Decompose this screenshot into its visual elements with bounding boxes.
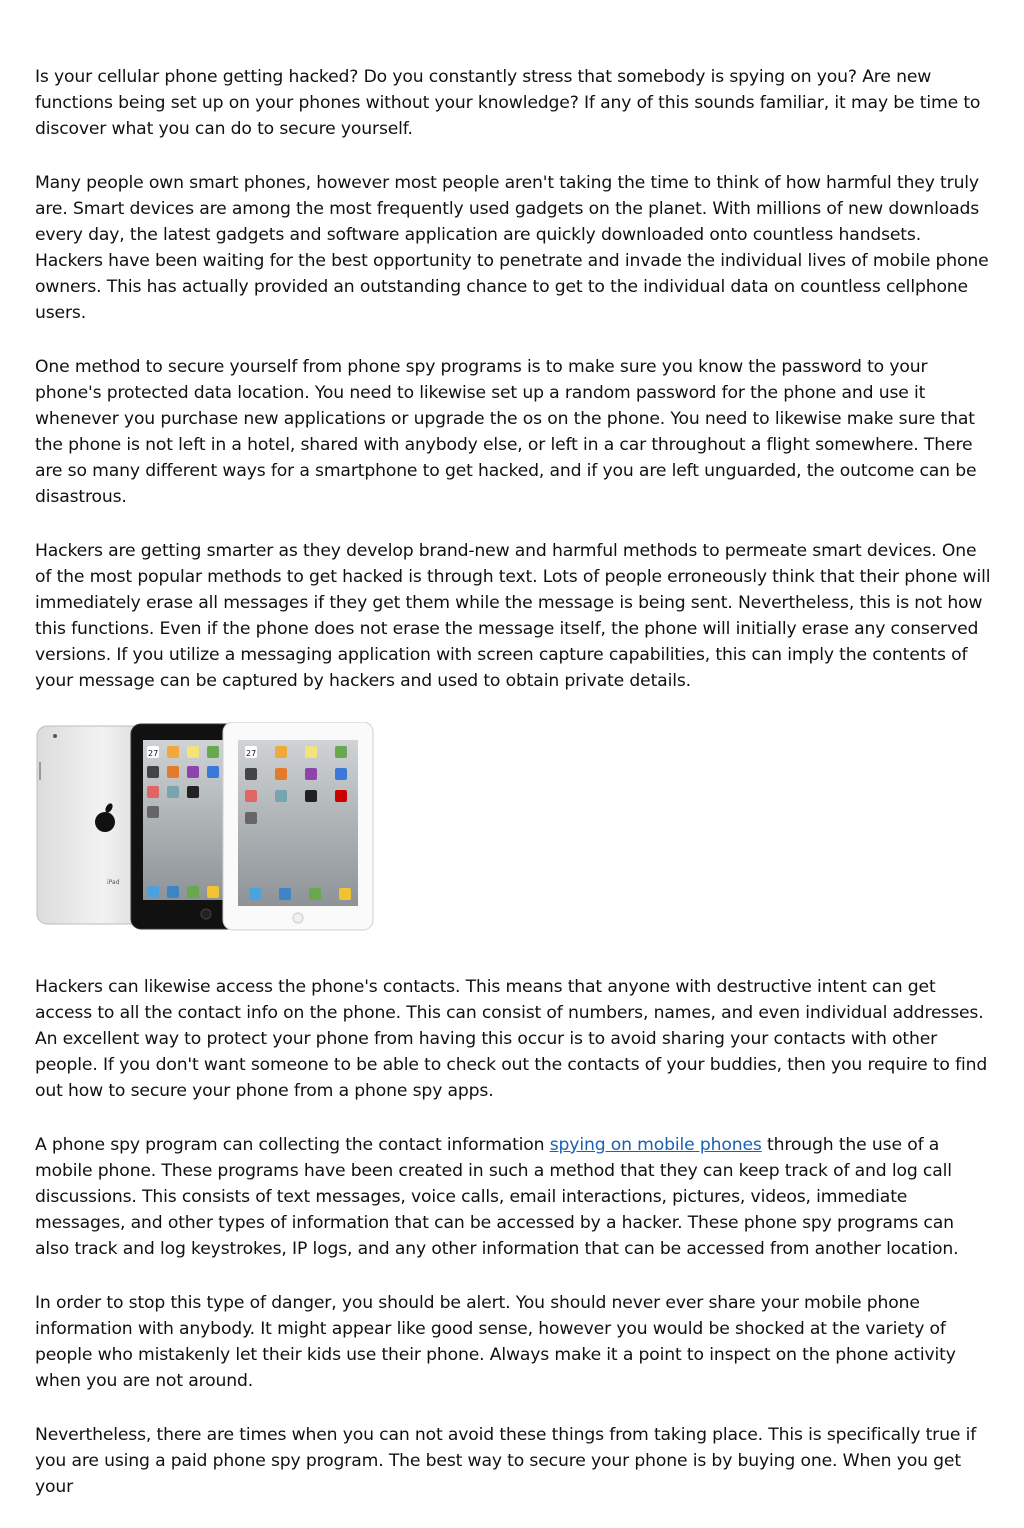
paragraph-5: Hackers can likewise access the phone's contacts. This means that anyone with destructive intent can get access to all the contact info on the phone. This can consist of numbers, names, and even individual addresses. An excellent way to protect your phone from having this occur is to avoid sharing your contacts with other people. If you don't want someone to be able to check out the contacts of your buddies, then you require to find out how to secure your phone from a phone spy apps. [35, 977, 988, 1101]
link-paragraph-before: A phone spy program can collecting the contact information [35, 1135, 550, 1155]
paragraph-6 [35, 1132, 991, 1262]
ipad-illustration [35, 722, 375, 934]
paragraph-2: Many people own smart phones, however most people aren't taking the time to think of how harmful they truly are. Smart devices are among the most frequently used gadgets on the planet. With millions of new downloads every day, the latest gadgets and software application are quickly downloaded onto countless handsets. Hackers have been waiting for the best opportunity to penetrate and invade the individual lives of mobile phone owners. This has actually provided an outstanding chance to get to the individual data on countless cellphone users. [35, 173, 989, 323]
svg-text:27: 27 [246, 749, 257, 758]
paragraph-7: In order to stop this type of danger, you should be alert. You should never ever share your mobile phone information with anybody. It might appear like good sense, however you would be shocked at the variety of people who mistakenly let their kids use their phone. Always make it a point to inspect on the phone activity when you are not around. [35, 1293, 956, 1391]
article-body [35, 64, 991, 1528]
link-paragraph-after: through the use of a mobile phone. These programs have been created in such a method that they can keep track of and log call discussions. This consists of text messages, voice calls, email interactions, pictures, videos, immediate messages, and other types of information that can be accessed by a hacker. These phone spy programs can also track and log keystrokes, IP logs, and any other information that can be accessed from another location. [35, 1135, 959, 1259]
paragraph-8: Nevertheless, there are times when you can not avoid these things from taking place. This is specifically true if you are using a paid phone spy program. The best way to secure your phone is by buying one. When you get your [35, 1425, 977, 1497]
paragraph-1: Is your cellular phone getting hacked? Do you constantly stress that somebody is spying on you? Are new functions being set up on your phones without your knowledge? If any of this sounds familiar, it may be time to discover what you can do to secure yourself. [35, 67, 981, 139]
device-label: iPad [107, 879, 120, 886]
paragraph-4: Hackers are getting smarter as they develop brand-new and harmful methods to permeate smart devices. One of the most popular methods to get hacked is through text. Lots of people erroneously think that their phone will immediately erase all messages if they get them while the message is being sent. Nevertheless, this is not how this functions. Even if the phone does not erase the message itself, the phone will initially erase any conserved versions. If you utilize a messaging application with screen capture capabilities, this can imply the contents of your message can be captured by hackers and used to obtain private details. [35, 541, 991, 691]
spying-on-mobile-phones-link[interactable]: spying on mobile phones [549, 1135, 762, 1155]
paragraph-3: One method to secure yourself from phone spy programs is to make sure you know the password to your phone's protected data location. You need to likewise set up a random password for the phone and use it whenever you purchase new applications or upgrade the os on the phone. You need to likewise make sure that the phone is not left in a hotel, shared with anybody else, or left in a car throughout a flight somewhere. There are so many different ways for a smartphone to get hacked, and if you are left unguarded, the outcome can be disastrous. [35, 357, 977, 507]
svg-text:27: 27 [148, 749, 159, 758]
ipad-product-image [35, 722, 375, 934]
